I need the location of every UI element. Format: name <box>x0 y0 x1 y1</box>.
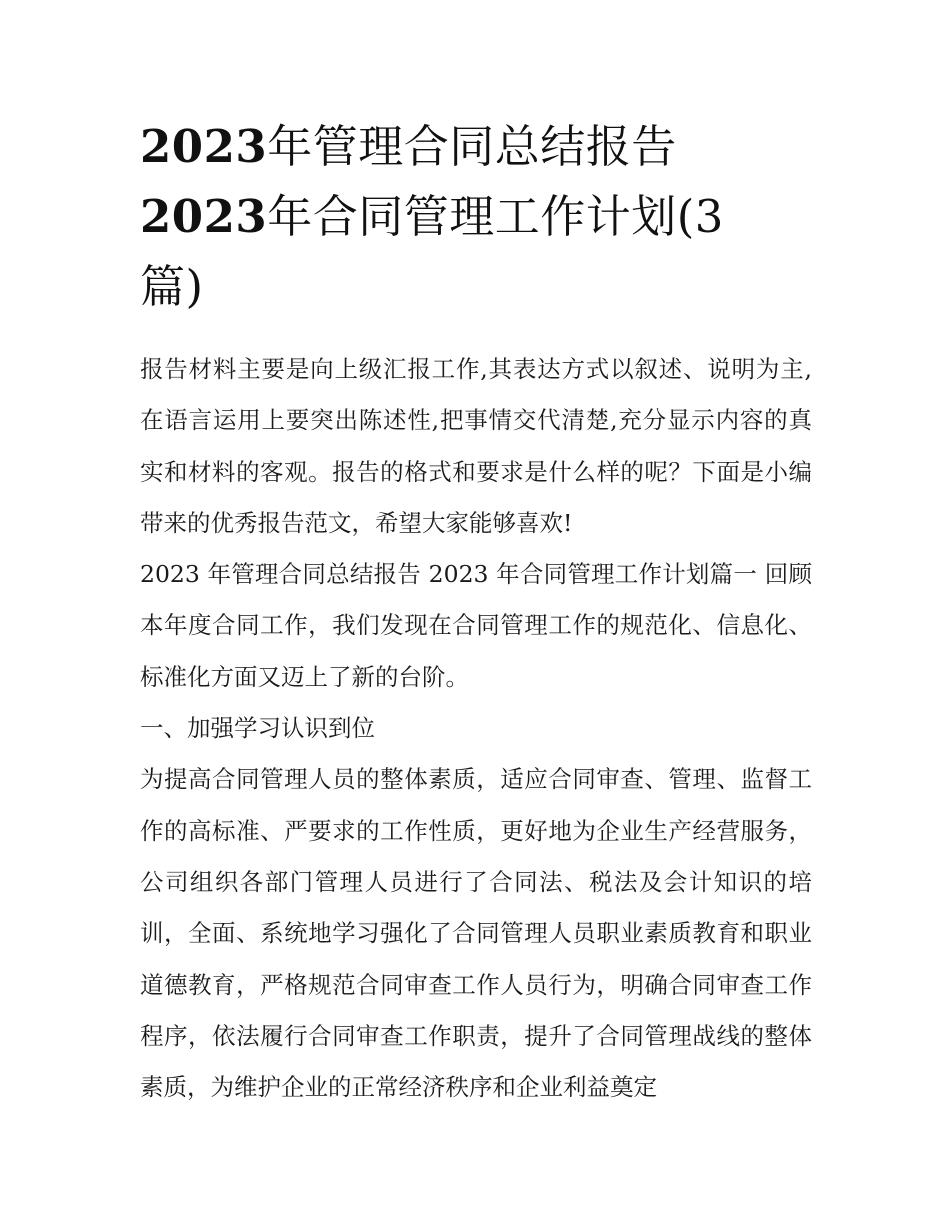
paragraph-section-1: 为提高合同管理人员的整体素质，适应合同审查、管理、监督工作的高标准、严要求的工作性质，更好地为企业生产经营服务，公司组织各部门管理人员进行了合同法、税法及会计知识的培训，全面、系统地学习强化了合同管理人员职业素质教育和职业道德教育，严格规范合同审查工作人员行为，明确合同审查工作程序，依法履行合同审查工作职责，提升了合同管理战线的整体素质，为维护企业的正常经济秩序和企业利益奠定 <box>140 765 812 1102</box>
title-line1-year: 2023 <box>140 120 268 173</box>
document-body <box>140 112 812 1113</box>
title-line2-year: 2023 <box>140 190 268 243</box>
title-line2-text: 年合同管理工作计划(3 <box>267 190 724 243</box>
title-line1-text: 年管理合同总结报告 <box>267 120 677 173</box>
paragraph-review: 2023 年管理合同总结报告 2023 年合同管理工作计划篇一 回顾本年度合同工作，我们发现在合同管理工作的规范化、信息化、标准化方面又迈上了新的台阶。 <box>140 560 812 691</box>
section-heading-1: 一、加强学习认识到位 <box>140 714 375 743</box>
document-title <box>140 112 812 322</box>
title-line3-text: 篇) <box>140 260 204 313</box>
paragraph-intro: 报告材料主要是向上级汇报工作,其表达方式以叙述、说明为主,在语言运用上要突出陈述性,把事情交代清楚,充分显示内容的真实和材料的客观。报告的格式和要求是什么样的呢？下面是小编带来的优秀报告范文，希望大家能够喜欢! <box>140 355 812 537</box>
